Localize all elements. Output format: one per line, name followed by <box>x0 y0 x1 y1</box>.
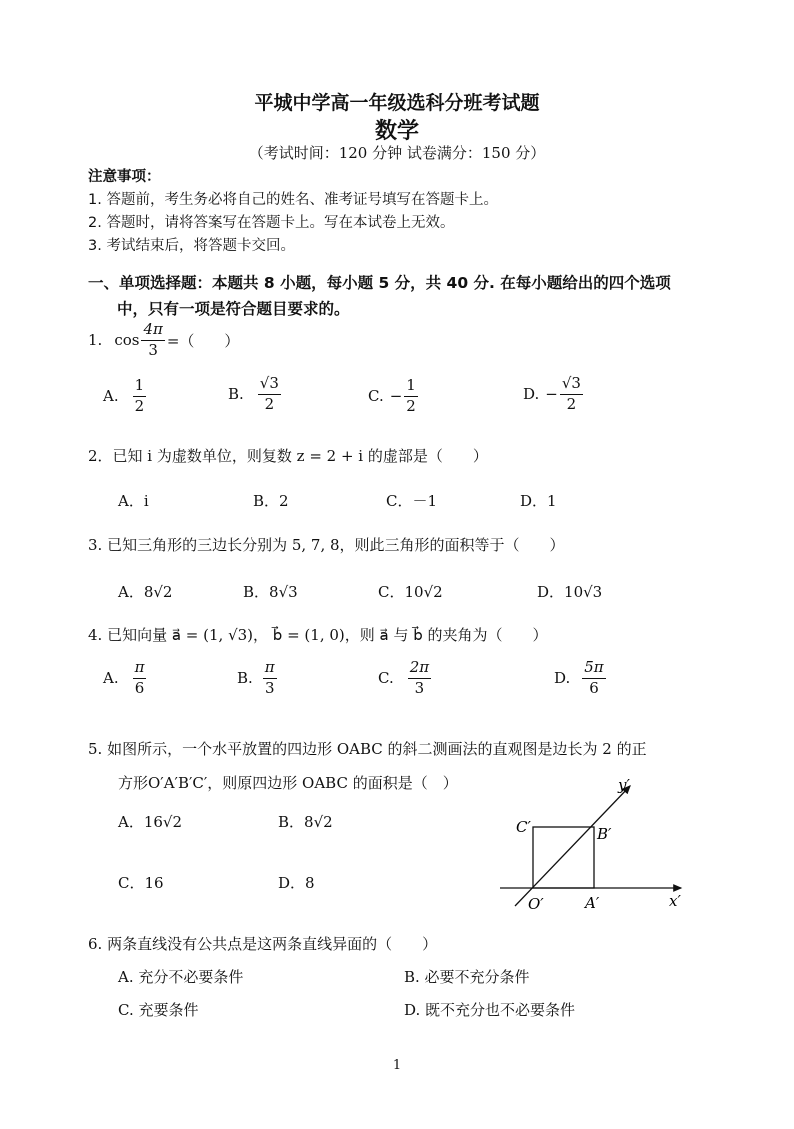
section-heading-cont: 中，只有一项是符合题目要求的。 <box>117 300 350 318</box>
fraction-numerator: √3 <box>258 376 281 395</box>
fraction-denominator: 2 <box>406 396 416 415</box>
subject-title: 数学 <box>374 118 419 144</box>
page-number: 1 <box>392 1058 402 1073</box>
section-heading: 一、单项选择题：本题共 8 小题，每小题 5 分，共 40 分. 在每小题给出的四个选项 <box>88 274 671 292</box>
q6-option-c[interactable]: C. 充要条件 <box>118 1001 199 1019</box>
q5-option-d[interactable]: D．8 <box>278 874 315 892</box>
q2-option-a[interactable]: A．i <box>118 492 149 510</box>
fraction-numerator: √3 <box>560 376 583 395</box>
question-3: 3. 已知三角形的三边长分别为 5, 7, 8，则此三角形的面积等于（ ） <box>88 536 565 554</box>
label-o: O′ <box>528 895 544 913</box>
fraction-denominator: 2 <box>134 396 145 415</box>
option-label: A. <box>103 387 119 406</box>
option-label: C. <box>368 387 384 406</box>
q6-option-d[interactable]: D. 既不充分也不必要条件 <box>404 1001 576 1019</box>
q1-option-a[interactable] <box>103 378 148 415</box>
fraction <box>141 322 164 359</box>
exam-info: （考试时间：120 分钟 试卷满分：150 分） <box>248 144 546 162</box>
fraction-numerator: 1 <box>404 378 418 397</box>
label-c: C′ <box>516 818 531 836</box>
q3-option-c[interactable]: C．10√2 <box>378 583 443 601</box>
fraction <box>408 660 431 697</box>
question-number: 1. <box>88 331 103 350</box>
fraction <box>258 376 281 413</box>
question-1 <box>88 322 239 359</box>
fraction-denominator: 3 <box>148 340 158 359</box>
q3-option-d[interactable]: D．10√3 <box>537 583 603 601</box>
label-y: y′ <box>618 776 630 794</box>
notice-item: 1. 答题前，考生务必将自己的姓名、准考证号填写在答题卡上。 <box>88 192 498 208</box>
q2-option-c[interactable]: C．－1 <box>386 492 438 510</box>
q1-option-b[interactable] <box>228 376 283 413</box>
option-label: B. <box>237 669 253 688</box>
notice-heading: 注意事项： <box>88 169 161 185</box>
q1-option-d[interactable] <box>523 376 585 413</box>
q5-option-b[interactable]: B．8√2 <box>278 813 333 831</box>
option-sign: − <box>389 387 403 406</box>
fraction-denominator: 2 <box>264 394 275 413</box>
notice-item: 3. 考试结束后，将答题卡交回。 <box>88 238 295 254</box>
q4-option-c[interactable] <box>378 660 433 697</box>
fraction <box>404 378 418 415</box>
q6-option-b[interactable]: B. 必要不充分条件 <box>404 968 530 986</box>
q3-option-b[interactable]: B．8√3 <box>243 583 298 601</box>
fraction <box>133 660 147 697</box>
q5-option-c[interactable]: C．16 <box>118 874 164 892</box>
fraction-numerator: 5π <box>582 660 605 679</box>
q4-option-b[interactable] <box>237 660 279 697</box>
q4-option-d[interactable] <box>554 660 608 697</box>
cos-func: cos <box>114 331 140 350</box>
fraction <box>263 660 277 697</box>
question-2: 2．已知 i 为虚数单位，则复数 z = 2 + i 的虚部是（ ） <box>88 447 488 465</box>
label-a: A′ <box>585 894 600 912</box>
q3-option-a[interactable]: A．8√2 <box>118 583 173 601</box>
notice-item: 2. 答题时，请将答案写在答题卡上。写在本试卷上无效。 <box>88 215 455 231</box>
question-4: 4. 已知向量 a⃗ = (1, √3)， b⃗ = (1, 0)，则 a⃗ 与 b⃗ 的夹角为（ ） <box>88 626 548 644</box>
option-label: D. <box>554 669 571 688</box>
fraction-numerator: 2π <box>408 660 431 679</box>
fraction-denominator: 6 <box>589 678 599 697</box>
fraction-numerator: π <box>133 660 147 679</box>
option-label: B. <box>228 385 244 404</box>
option-label: C. <box>378 669 394 688</box>
option-label: D. <box>523 385 540 404</box>
label-b: B′ <box>597 825 612 843</box>
q4-option-a[interactable] <box>103 660 148 697</box>
question-5: 5. 如图所示，一个水平放置的四边形 OABC 的斜二测画法的直观图是边长为 2 的正 <box>88 740 647 758</box>
question-6: 6. 两条直线没有公共点是这两条直线异面的（ ） <box>88 935 438 953</box>
question-5-cont: 方形O′A′B′C′，则原四边形 OABC 的面积是（ ） <box>118 774 458 792</box>
fraction-denominator: 3 <box>414 678 425 697</box>
exam-title: 平城中学高一年级选科分班考试题 <box>254 92 540 114</box>
fraction-denominator: 2 <box>566 394 577 413</box>
square-oabc <box>533 827 594 888</box>
label-x: x′ <box>669 892 681 910</box>
oblique-projection-figure <box>495 768 695 918</box>
question-tail: =（ ） <box>166 331 240 350</box>
q5-option-a[interactable]: A．16√2 <box>118 813 183 831</box>
option-sign: − <box>545 385 558 404</box>
fraction <box>560 376 583 413</box>
fraction-numerator: π <box>263 660 277 679</box>
fraction-numerator: 1 <box>133 378 147 397</box>
q2-option-b[interactable]: B．2 <box>253 492 289 510</box>
q1-option-c[interactable] <box>368 378 420 415</box>
q2-option-d[interactable]: D．1 <box>520 492 557 510</box>
fraction-numerator: 4π <box>141 322 164 341</box>
fraction <box>133 378 147 415</box>
fraction <box>582 660 605 697</box>
q6-option-a[interactable]: A. 充分不必要条件 <box>118 968 244 986</box>
fraction-denominator: 3 <box>264 678 275 697</box>
fraction-denominator: 6 <box>134 678 145 697</box>
option-label: A. <box>103 669 119 688</box>
